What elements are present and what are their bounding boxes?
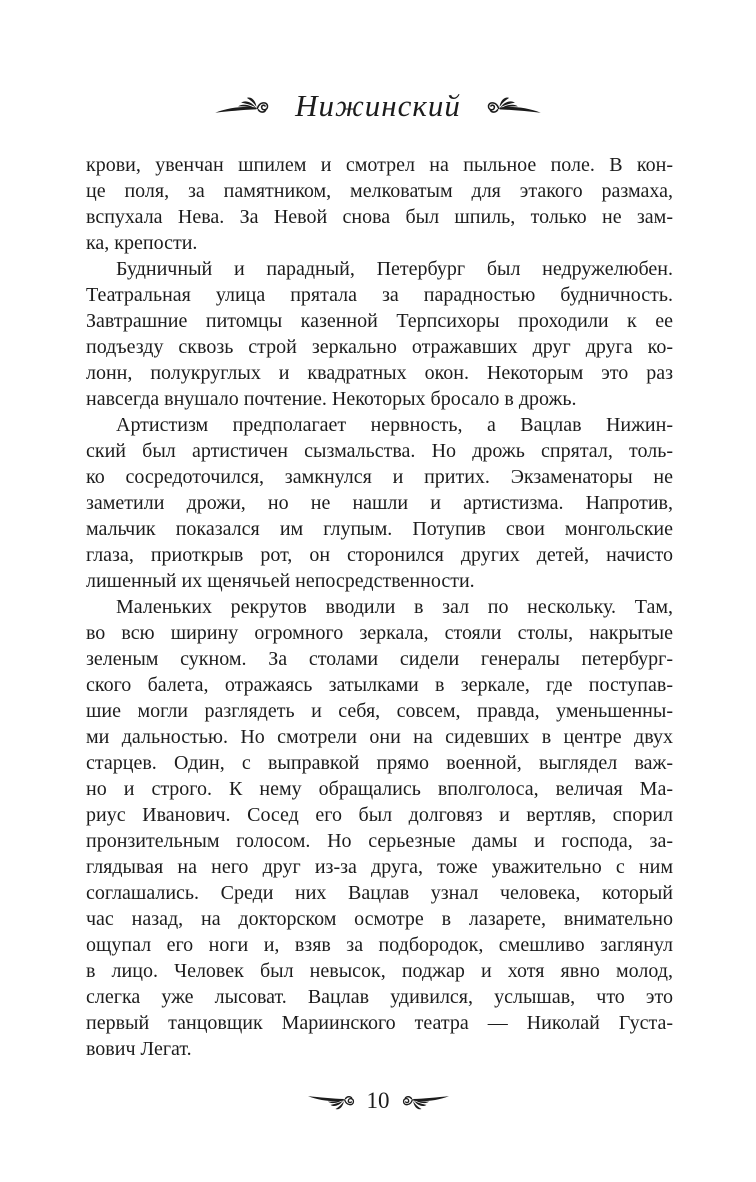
text-line: первый танцовщик Мариинского театра — Николай Густа- [86,1012,673,1034]
text-line: ский был артистичен сызмальства. Но дрожь спрятал, толь- [86,440,673,462]
text-line: лонн, полукруглых и квадратных окон. Некоторым это раз [86,362,673,384]
text-line: старцев. Один, с выправкой прямо военной, выглядел важ- [86,752,673,774]
text-line: вспухала Нева. За Невой снова был шпиль, только не зам- [86,206,673,228]
text-line: Завтрашние питомцы казенной Терпсихоры проходили к ее [86,310,673,332]
footer [0,1086,756,1116]
footer-flourish-right-icon [399,1091,449,1112]
text-line: вович Легат. [86,1038,192,1060]
text-line: соглашались. Среди них Вацлав узнал человека, который [86,882,673,904]
text-line: ми дальностью. Но смотрели они на сидевших в центре двух [86,726,673,748]
footer-flourish-left-icon [308,1091,358,1112]
text-line: навсегда внушало почтение. Некоторых бросало в дрожь. [86,388,577,410]
text-line: крови, увенчан шпилем и смотрел на пыльное поле. В кон- [86,154,673,176]
text-line: Театральная улица прятала за парадностью будничность. [86,284,673,306]
text-line: ка, крепости. [86,232,198,254]
text-line: зеленым сукном. За столами сидели генералы петербург- [86,648,673,670]
text-line: ского балета, отражаясь затылками в зеркале, где поступав- [86,674,673,696]
text-line: це поля, за памятником, мелковатым для этакого размаха, [86,180,673,202]
header-flourish-right-icon [483,95,541,118]
header [0,88,756,124]
text-line: лишенный их щенячьей непосредственности. [86,570,475,592]
text-line: Будничный и парадный, Петербург был недружелюбен. [116,258,673,280]
text-line: но и строго. К нему обращались вполголоса, величая Ма- [86,778,673,800]
text-line: слегка уже лысоват. Вацлав удивился, услышав, что это [86,986,673,1008]
text-line: ко сосредоточился, замкнулся и притих. Экзаменаторы не [86,466,673,488]
page-title: Нижинский [295,88,461,123]
text-line: Маленьких рекрутов вводили в зал по нескольку. Там, [116,596,673,618]
text-line: во всю ширину огромного зеркала, стояли столы, накрытые [86,622,673,644]
text-line: ощупал его ноги и, взяв за подбородок, смешливо заглянул [86,934,673,956]
page-number: 10 [366,1088,390,1113]
text-line: глядывая на него друг из-за друга, тоже уважительно с ним [86,856,673,878]
text-line: шие могли разглядеть и себя, совсем, правда, уменьшенны- [86,700,673,722]
text-line: заметили дрожи, но не нашли и артистизма. Напротив, [86,492,673,514]
text-line: в лицо. Человек был невысок, поджар и хотя явно молод, [86,960,673,982]
body-text [86,152,673,1062]
text-line: подъезду сквозь строй зеркально отражавших друг друга ко- [86,336,673,358]
text-line: Артистизм предполагает нервность, а Вацлав Нижин- [116,414,673,436]
text-line: глаза, приоткрыв рот, он сторонился других детей, начисто [86,544,673,566]
text-line: пронзительным голосом. Но серьезные дамы и господа, за- [86,830,673,852]
text-line: риус Иванович. Сосед его был долговяз и вертляв, спорил [86,804,673,826]
text-line: мальчик показался им глупым. Потупив свои монгольские [86,518,673,540]
header-flourish-left-icon [215,95,273,118]
text-line: час назад, на докторском осмотре в лазарете, внимательно [86,908,673,930]
